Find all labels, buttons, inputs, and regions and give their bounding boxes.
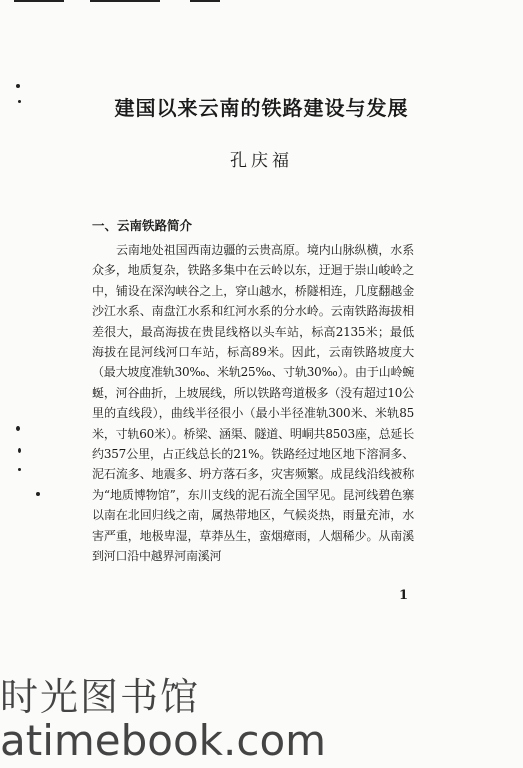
scan-speck bbox=[18, 468, 21, 471]
body-text bbox=[92, 240, 414, 567]
scan-speck bbox=[16, 426, 20, 431]
scan-speck bbox=[36, 492, 40, 496]
scan-edge-mark bbox=[90, 0, 160, 2]
scan-edge-mark bbox=[190, 0, 220, 2]
author-name: 孔庆福 bbox=[230, 151, 293, 171]
page-title: 建国以来云南的铁路建设与发展 bbox=[114, 96, 409, 120]
paragraph: 云南地处祖国西南边疆的云贵高原。境内山脉纵横，水系众多，地质复杂，铁路多集中在云岭以东，迂迴于崇山峻岭之中，铺设在深沟峡谷之上，穿山越水，桥隧相连，几度翻越金沙江水系、南盘江水系和红河水系的分水岭。云南铁路海拔相差很大，最高海拔在贵昆线格以头车站，标高2135米；最低海拔在昆河线河口车站，标高89米。因此，云南铁路坡度大（最大坡度准轨30‰、米轨25‰、寸轨30‰）。由于山岭蜿蜒，河谷曲折，上坡展线，所以铁路弯道极多（没有超过10公里的直线段），曲线半径很小（最小半径准轨300米、米轨85米，寸轨60米）。桥梁、涵渠、隧道、明峒共8503座，总延长约357公里，占正线总长的21%。铁路经过地区地下溶洞多、泥石流多、地震多、坍方落石多，灾害频繁。成昆线沿线被称为“地质博物馆”，东川支线的泥石流全国罕见。昆河线碧色寨以南在北回归线之南，属热带地区，气候炎热，雨量充沛，水害严重，地极卑湿，草莽丛生，蛮烟瘴雨，人烟稀少。从南溪到河口沿中越界河南溪河 bbox=[92, 243, 414, 564]
scan-speck bbox=[16, 84, 20, 88]
page-number: 1 bbox=[399, 588, 409, 603]
scan-edge-mark bbox=[14, 0, 64, 2]
watermark-url: atimebook.com bbox=[0, 716, 327, 765]
watermark-title: 时光图书馆 bbox=[0, 675, 201, 719]
section-heading: 一、云南铁路简介 bbox=[92, 218, 193, 233]
scan-speck bbox=[18, 448, 21, 453]
